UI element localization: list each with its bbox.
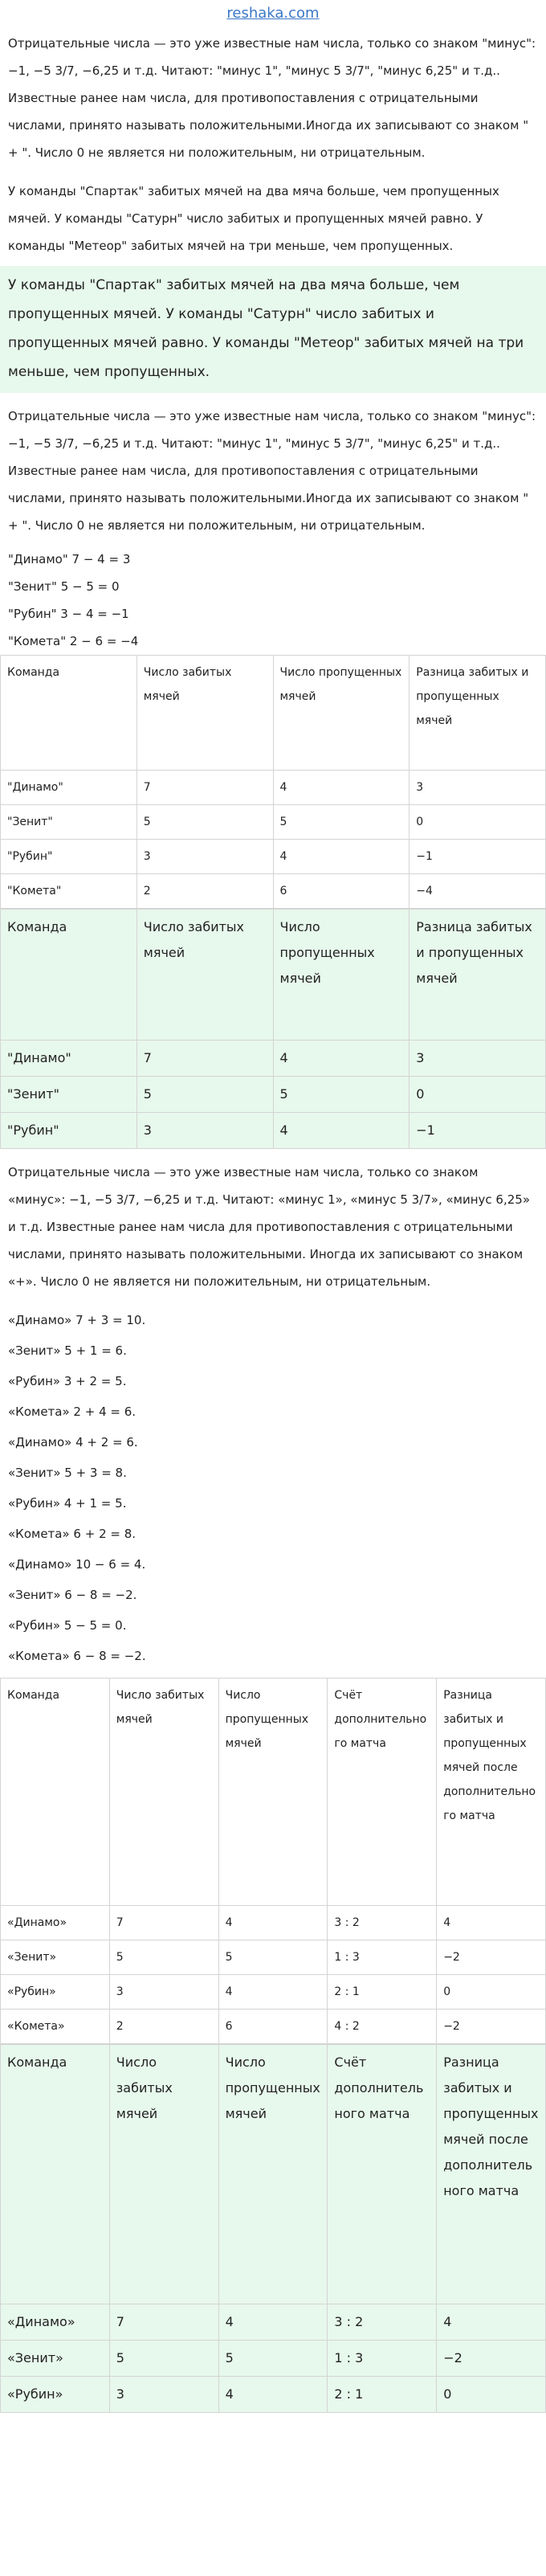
section-3-paragraph: Отрицательные числа — это уже известные нам числа, только со знаком «минус»: −1, −5 3/7, −6,25 и т.д. Читают: «минус 1», «минус 5 3/7», «минус 6,25» и т.д. Известные ранее нам числа для противопоставления с отрицательными числами, принято называть положительными. Иногда их записывают со знаком «+». Число 0 не является ни положительным, ни отрицательным. <box>8 1165 531 1289</box>
cell: 7 <box>136 1041 273 1077</box>
cell: 3 <box>136 1113 273 1149</box>
table-header-row <box>1 1678 546 1906</box>
calc-line: «Комета» 6 + 2 = 8. <box>8 1527 136 1541</box>
table-row <box>1 1975 546 2010</box>
table-row <box>1 2010 546 2044</box>
cell: 3 <box>410 1041 546 1077</box>
header-team: Команда <box>1 656 137 771</box>
cell: 5 <box>218 1940 328 1975</box>
cell: «Зенит» <box>1 1940 110 1975</box>
intro-paragraph-negative-numbers: Отрицательные числа — это уже известные нам числа, только со знаком "минус": −1, −5 3/7, −6,25 и т.д. Читают: "минус 1", "минус 5 3/7", "минус 6,25" и т.д.. Известные ранее нам числа, для противопоставления с отрицательными числами, принято называть положительными.Иногда их записывают со знаком " + ". Число 0 не является ни положительным, ни отрицательным. <box>8 36 536 160</box>
cell: 6 <box>273 874 410 909</box>
header-scored: Число забитых мячей <box>136 910 273 1041</box>
calc-line: «Комета» 6 − 8 = −2. <box>8 1649 146 1663</box>
cell: 3 : 2 <box>328 1906 437 1940</box>
cell: «Зенит» <box>1 2341 110 2377</box>
cell: 4 <box>273 1041 410 1077</box>
cell: "Динамо" <box>1 771 137 805</box>
cell: 5 <box>136 805 273 840</box>
cell: −2 <box>437 2341 546 2377</box>
header-conceded: Число пропущенных мячей <box>218 2045 328 2304</box>
calc-line: "Зенит" 5 − 5 = 0 <box>8 579 120 594</box>
cell: 5 <box>136 1077 273 1113</box>
header-conceded: Число пропущенных мячей <box>273 656 410 771</box>
cell: 2 <box>136 874 273 909</box>
calc-line: «Зенит» 5 + 1 = 6. <box>8 1343 127 1358</box>
table-header-row <box>1 910 546 1041</box>
table-row <box>1 2304 546 2341</box>
solution-lines <box>0 1302 546 1678</box>
cell: 4 <box>218 2304 328 2341</box>
extra-match-table-highlighted <box>0 2044 546 2413</box>
cell: 5 <box>273 1077 410 1113</box>
calc-line: «Зенит» 5 + 3 = 8. <box>8 1466 127 1480</box>
header-difference-after: Разница забитых и пропущенных мячей после дополнительного матча <box>437 2045 546 2304</box>
cell: "Рубин" <box>1 840 137 874</box>
cell: 4 : 2 <box>328 2010 437 2044</box>
cell: 4 <box>437 1906 546 1940</box>
cell: 0 <box>410 1077 546 1113</box>
cell: "Комета" <box>1 874 137 909</box>
cell: «Комета» <box>1 2010 110 2044</box>
header-scored: Число забитых мячей <box>109 1678 218 1906</box>
site-logo[interactable]: reshaka.com <box>226 5 320 22</box>
table-row <box>1 1077 546 1113</box>
cell: 4 <box>218 1975 328 2010</box>
cell: 5 <box>109 2341 218 2377</box>
highlighted-task-text: У команды "Спартак" забитых мячей на два мяча больше, чем пропущенных мячей. У команды "Сатурн" число забитых и пропущенных мячей равно. У команды "Метеор" забитых мячей на три меньше, чем пропущенных. <box>0 266 546 393</box>
cell: 4 <box>218 1906 328 1940</box>
cell: 3 <box>410 771 546 805</box>
table-row <box>1 1041 546 1077</box>
cell: 0 <box>410 805 546 840</box>
table-row <box>1 874 546 909</box>
table-header-row <box>1 656 546 771</box>
cell: «Рубин» <box>1 1975 110 2010</box>
table-header-row <box>1 2045 546 2304</box>
cell: 4 <box>273 840 410 874</box>
cell: 6 <box>218 2010 328 2044</box>
cell: 5 <box>273 805 410 840</box>
header-extra-score: Счёт дополнительного матча <box>328 1678 437 1906</box>
cell: 2 : 1 <box>328 1975 437 2010</box>
calc-line: "Рубин" 3 − 4 = −1 <box>8 607 129 621</box>
calc-line: «Рубин» 3 + 2 = 5. <box>8 1374 127 1388</box>
calc-line: «Динамо» 10 − 6 = 4. <box>8 1557 146 1572</box>
calc-line: «Динамо» 7 + 3 = 10. <box>8 1313 146 1327</box>
header-extra-score: Счёт дополнительного матча <box>328 2045 437 2304</box>
calc-line: «Рубин» 5 − 5 = 0. <box>8 1618 127 1633</box>
cell: 3 <box>109 2377 218 2413</box>
cell: 1 : 3 <box>328 1940 437 1975</box>
cell: «Рубин» <box>1 2377 110 2413</box>
header-team: Команда <box>1 910 137 1041</box>
cell: "Динамо" <box>1 1041 137 1077</box>
cell: «Динамо» <box>1 2304 110 2341</box>
cell: 3 : 2 <box>328 2304 437 2341</box>
section-3 <box>0 1154 546 1678</box>
header-conceded: Число пропущенных мячей <box>273 910 410 1041</box>
cell: −2 <box>437 2010 546 2044</box>
table-row <box>1 1940 546 1975</box>
cell: 4 <box>218 2377 328 2413</box>
header-difference-after: Разница забитых и пропущенных мячей после дополнительного матча <box>437 1678 546 1906</box>
site-header <box>0 0 546 25</box>
cell: 3 <box>136 840 273 874</box>
cell: 0 <box>437 2377 546 2413</box>
cell: 5 <box>218 2341 328 2377</box>
calc-line: "Комета" 2 − 6 = −4 <box>8 634 139 648</box>
calc-line: "Динамо" 7 − 4 = 3 <box>8 552 131 566</box>
calc-line: «Рубин» 4 + 1 = 5. <box>8 1496 127 1511</box>
table-row <box>1 2377 546 2413</box>
header-team: Команда <box>1 2045 110 2304</box>
section-2 <box>0 398 546 655</box>
cell: "Рубин" <box>1 1113 137 1149</box>
cell: −2 <box>437 1940 546 1975</box>
calc-line: «Динамо» 4 + 2 = 6. <box>8 1435 138 1450</box>
calc-line: «Комета» 2 + 4 = 6. <box>8 1405 136 1419</box>
table-row <box>1 1113 546 1149</box>
cell: −1 <box>410 840 546 874</box>
cell: 4 <box>273 771 410 805</box>
cell: 2 : 1 <box>328 2377 437 2413</box>
header-conceded: Число пропущенных мячей <box>218 1678 328 1906</box>
cell: "Зенит" <box>1 1077 137 1113</box>
intro-paragraph-teams: У команды "Спартак" забитых мячей на два мяча больше, чем пропущенных мячей. У команды "Сатурн" число забитых и пропущенных мячей равно. У команды "Метеор" забитых мячей на три меньше, чем пропущенных. <box>8 184 499 253</box>
cell: −4 <box>410 874 546 909</box>
cell: 0 <box>437 1975 546 2010</box>
cell: 4 <box>273 1113 410 1149</box>
cell: «Динамо» <box>1 1906 110 1940</box>
header-team: Команда <box>1 1678 110 1906</box>
cell: 5 <box>109 1940 218 1975</box>
cell: 7 <box>109 1906 218 1940</box>
header-scored: Число забитых мячей <box>109 2045 218 2304</box>
extra-match-table <box>0 1678 546 2044</box>
header-difference: Разница забитых и пропущенных мячей <box>410 910 546 1041</box>
goal-difference-table <box>0 655 546 909</box>
cell: 3 <box>109 1975 218 2010</box>
cell: 7 <box>109 2304 218 2341</box>
cell: 2 <box>109 2010 218 2044</box>
cell: −1 <box>410 1113 546 1149</box>
cell: 4 <box>437 2304 546 2341</box>
table-row <box>1 771 546 805</box>
cell: 1 : 3 <box>328 2341 437 2377</box>
table-row <box>1 840 546 874</box>
goal-difference-table-highlighted <box>0 909 546 1149</box>
header-scored: Число забитых мячей <box>136 656 273 771</box>
table-row <box>1 1906 546 1940</box>
table-row <box>1 2341 546 2377</box>
cell: "Зенит" <box>1 805 137 840</box>
cell: 7 <box>136 771 273 805</box>
table-row <box>1 805 546 840</box>
calc-line: «Зенит» 6 − 8 = −2. <box>8 1588 137 1602</box>
header-difference: Разница забитых и пропущенных мячей <box>410 656 546 771</box>
section-2-paragraph: Отрицательные числа — это уже известные нам числа, только со знаком "минус": −1, −5 3/7, −6,25 и т.д. Читают: "минус 1", "минус 5 3/7", "минус 6,25" и т.д.. Известные ранее нам числа, для противопоставления с отрицательными числами, принято называть положительными.Иногда их записывают со знаком " + ". Число 0 не является ни положительным, ни отрицательным. <box>8 409 536 533</box>
